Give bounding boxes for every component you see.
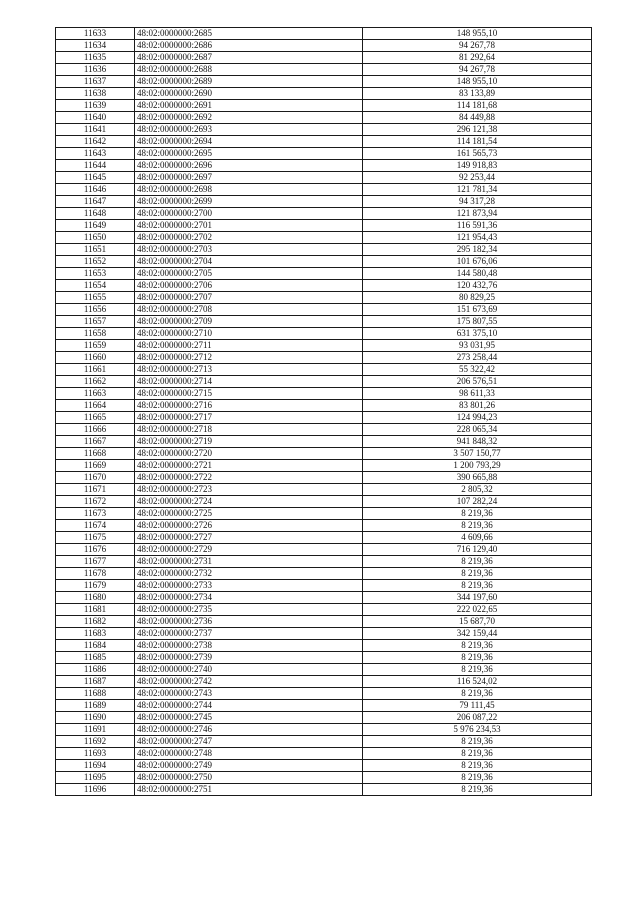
cadastral-number: 48:02:0000000:2742 (135, 676, 363, 688)
cadastral-value: 55 322,42 (363, 364, 592, 376)
table-row (56, 544, 592, 556)
cadastral-value: 342 159,44 (363, 628, 592, 640)
cadastral-number: 48:02:0000000:2699 (135, 196, 363, 208)
table-row (56, 88, 592, 100)
table-row (56, 676, 592, 688)
table-row (56, 112, 592, 124)
table-row (56, 268, 592, 280)
table-row (56, 328, 592, 340)
row-number: 11668 (56, 448, 135, 460)
cadastral-number: 48:02:0000000:2693 (135, 124, 363, 136)
cadastral-number: 48:02:0000000:2739 (135, 652, 363, 664)
cadastral-value: 8 219,36 (363, 736, 592, 748)
cadastral-value: 94 267,78 (363, 64, 592, 76)
cadastral-number: 48:02:0000000:2711 (135, 340, 363, 352)
row-number: 11633 (56, 28, 135, 40)
row-number: 11674 (56, 520, 135, 532)
table-row (56, 340, 592, 352)
cadastral-value: 116 591,36 (363, 220, 592, 232)
cadastral-value: 206 576,51 (363, 376, 592, 388)
row-number: 11638 (56, 88, 135, 100)
cadastral-number: 48:02:0000000:2731 (135, 556, 363, 568)
cadastral-number: 48:02:0000000:2745 (135, 712, 363, 724)
cadastral-number: 48:02:0000000:2688 (135, 64, 363, 76)
table-row (56, 64, 592, 76)
cadastral-number: 48:02:0000000:2750 (135, 772, 363, 784)
cadastral-value: 3 507 150,77 (363, 448, 592, 460)
cadastral-value: 296 121,38 (363, 124, 592, 136)
table-row (56, 100, 592, 112)
cadastral-number: 48:02:0000000:2687 (135, 52, 363, 64)
row-number: 11663 (56, 388, 135, 400)
table-row (56, 436, 592, 448)
cadastral-value: 121 781,34 (363, 184, 592, 196)
cadastral-value: 161 565,73 (363, 148, 592, 160)
row-number: 11682 (56, 616, 135, 628)
cadastral-value: 120 432,76 (363, 280, 592, 292)
table-row (56, 388, 592, 400)
cadastral-number: 48:02:0000000:2716 (135, 400, 363, 412)
cadastral-number: 48:02:0000000:2727 (135, 532, 363, 544)
cadastral-number: 48:02:0000000:2722 (135, 472, 363, 484)
row-number: 11650 (56, 232, 135, 244)
table-row (56, 256, 592, 268)
row-number: 11689 (56, 700, 135, 712)
cadastral-number: 48:02:0000000:2743 (135, 688, 363, 700)
table-row (56, 76, 592, 88)
cadastral-number: 48:02:0000000:2703 (135, 244, 363, 256)
row-number: 11664 (56, 400, 135, 412)
cadastral-value: 8 219,36 (363, 580, 592, 592)
table-row (56, 652, 592, 664)
cadastral-value: 121 954,43 (363, 232, 592, 244)
cadastral-number: 48:02:0000000:2705 (135, 268, 363, 280)
row-number: 11666 (56, 424, 135, 436)
row-number: 11692 (56, 736, 135, 748)
row-number: 11643 (56, 148, 135, 160)
cadastral-value: 107 282,24 (363, 496, 592, 508)
cadastral-value: 8 219,36 (363, 784, 592, 796)
cadastral-number: 48:02:0000000:2737 (135, 628, 363, 640)
table-row (56, 472, 592, 484)
table-row (56, 460, 592, 472)
row-number: 11642 (56, 136, 135, 148)
cadastral-number: 48:02:0000000:2719 (135, 436, 363, 448)
table-row (56, 424, 592, 436)
cadastral-value: 149 918,83 (363, 160, 592, 172)
cadastral-value: 344 197,60 (363, 592, 592, 604)
table-row (56, 568, 592, 580)
table-row (56, 208, 592, 220)
row-number: 11637 (56, 76, 135, 88)
cadastral-number: 48:02:0000000:2698 (135, 184, 363, 196)
cadastral-value: 222 022,65 (363, 604, 592, 616)
cadastral-value: 8 219,36 (363, 556, 592, 568)
cadastral-value: 148 955,10 (363, 76, 592, 88)
cadastral-number: 48:02:0000000:2718 (135, 424, 363, 436)
cadastral-value: 124 994,23 (363, 412, 592, 424)
table-row (56, 172, 592, 184)
cadastral-value: 390 665,88 (363, 472, 592, 484)
cadastral-value: 8 219,36 (363, 520, 592, 532)
table-row (56, 364, 592, 376)
cadastral-value: 83 133,89 (363, 88, 592, 100)
row-number: 11656 (56, 304, 135, 316)
row-number: 11661 (56, 364, 135, 376)
cadastral-value: 8 219,36 (363, 748, 592, 760)
row-number: 11646 (56, 184, 135, 196)
row-number: 11648 (56, 208, 135, 220)
cadastral-value: 84 449,88 (363, 112, 592, 124)
table-row (56, 52, 592, 64)
cadastral-number: 48:02:0000000:2751 (135, 784, 363, 796)
table-row (56, 280, 592, 292)
cadastral-number: 48:02:0000000:2690 (135, 88, 363, 100)
cadastral-value: 94 317,28 (363, 196, 592, 208)
cadastral-value: 716 129,40 (363, 544, 592, 556)
cadastral-number: 48:02:0000000:2747 (135, 736, 363, 748)
table-row (56, 136, 592, 148)
row-number: 11641 (56, 124, 135, 136)
table-body (56, 28, 592, 796)
cadastral-value: 151 673,69 (363, 304, 592, 316)
row-number: 11651 (56, 244, 135, 256)
row-number: 11653 (56, 268, 135, 280)
row-number: 11657 (56, 316, 135, 328)
table-row (56, 28, 592, 40)
cadastral-number: 48:02:0000000:2725 (135, 508, 363, 520)
table-row (56, 292, 592, 304)
cadastral-number: 48:02:0000000:2707 (135, 292, 363, 304)
cadastral-number: 48:02:0000000:2710 (135, 328, 363, 340)
cadastral-number: 48:02:0000000:2735 (135, 604, 363, 616)
cadastral-number: 48:02:0000000:2732 (135, 568, 363, 580)
cadastral-value: 631 375,10 (363, 328, 592, 340)
row-number: 11695 (56, 772, 135, 784)
table-row (56, 40, 592, 52)
row-number: 11654 (56, 280, 135, 292)
row-number: 11672 (56, 496, 135, 508)
table-row (56, 688, 592, 700)
table-row (56, 184, 592, 196)
row-number: 11678 (56, 568, 135, 580)
cadastral-value: 273 258,44 (363, 352, 592, 364)
row-number: 11634 (56, 40, 135, 52)
cadastral-value: 8 219,36 (363, 688, 592, 700)
cadastral-number: 48:02:0000000:2695 (135, 148, 363, 160)
row-number: 11687 (56, 676, 135, 688)
cadastral-value: 5 976 234,53 (363, 724, 592, 736)
cadastral-number: 48:02:0000000:2723 (135, 484, 363, 496)
row-number: 11665 (56, 412, 135, 424)
table-row (56, 316, 592, 328)
row-number: 11676 (56, 544, 135, 556)
row-number: 11659 (56, 340, 135, 352)
row-number: 11685 (56, 652, 135, 664)
row-number: 11644 (56, 160, 135, 172)
cadastral-number: 48:02:0000000:2708 (135, 304, 363, 316)
table-row (56, 556, 592, 568)
row-number: 11658 (56, 328, 135, 340)
cadastral-value: 1 200 793,29 (363, 460, 592, 472)
row-number: 11669 (56, 460, 135, 472)
cadastral-number: 48:02:0000000:2738 (135, 640, 363, 652)
row-number: 11662 (56, 376, 135, 388)
cadastral-number: 48:02:0000000:2717 (135, 412, 363, 424)
cadastral-number: 48:02:0000000:2740 (135, 664, 363, 676)
cadastral-value: 81 292,64 (363, 52, 592, 64)
cadastral-value: 114 181,68 (363, 100, 592, 112)
row-number: 11681 (56, 604, 135, 616)
cadastral-number: 48:02:0000000:2724 (135, 496, 363, 508)
cadastral-value: 8 219,36 (363, 664, 592, 676)
cadastral-value: 8 219,36 (363, 508, 592, 520)
row-number: 11655 (56, 292, 135, 304)
cadastral-number: 48:02:0000000:2729 (135, 544, 363, 556)
row-number: 11635 (56, 52, 135, 64)
cadastral-number: 48:02:0000000:2686 (135, 40, 363, 52)
cadastral-number: 48:02:0000000:2714 (135, 376, 363, 388)
row-number: 11640 (56, 112, 135, 124)
row-number: 11671 (56, 484, 135, 496)
table-row (56, 724, 592, 736)
table-row (56, 628, 592, 640)
row-number: 11683 (56, 628, 135, 640)
table-row (56, 592, 592, 604)
cadastral-value: 144 580,48 (363, 268, 592, 280)
cadastral-value: 83 801,26 (363, 400, 592, 412)
table-row (56, 712, 592, 724)
cadastral-number: 48:02:0000000:2702 (135, 232, 363, 244)
cadastral-value: 8 219,36 (363, 772, 592, 784)
cadastral-value: 8 219,36 (363, 760, 592, 772)
cadastral-number: 48:02:0000000:2704 (135, 256, 363, 268)
row-number: 11667 (56, 436, 135, 448)
row-number: 11639 (56, 100, 135, 112)
table-row (56, 532, 592, 544)
cadastral-value: 79 111,45 (363, 700, 592, 712)
table-row (56, 448, 592, 460)
table-row (56, 484, 592, 496)
cadastral-number: 48:02:0000000:2736 (135, 616, 363, 628)
table-row (56, 148, 592, 160)
table-row (56, 376, 592, 388)
table-row (56, 580, 592, 592)
table-row (56, 232, 592, 244)
cadastral-number: 48:02:0000000:2697 (135, 172, 363, 184)
row-number: 11660 (56, 352, 135, 364)
cadastral-value: 92 253,44 (363, 172, 592, 184)
cadastral-number: 48:02:0000000:2734 (135, 592, 363, 604)
cadastral-value: 941 848,32 (363, 436, 592, 448)
cadastral-number: 48:02:0000000:2715 (135, 388, 363, 400)
cadastral-number: 48:02:0000000:2701 (135, 220, 363, 232)
row-number: 11680 (56, 592, 135, 604)
table-row (56, 784, 592, 796)
cadastral-value: 114 181,54 (363, 136, 592, 148)
table-row (56, 124, 592, 136)
row-number: 11684 (56, 640, 135, 652)
table-row (56, 196, 592, 208)
row-number: 11679 (56, 580, 135, 592)
cadastral-value: 15 687,70 (363, 616, 592, 628)
row-number: 11688 (56, 688, 135, 700)
table-row (56, 508, 592, 520)
table-row (56, 748, 592, 760)
cadastral-value: 8 219,36 (363, 640, 592, 652)
cadastral-number: 48:02:0000000:2706 (135, 280, 363, 292)
cadastral-value: 116 524,02 (363, 676, 592, 688)
table-row (56, 664, 592, 676)
cadastral-number: 48:02:0000000:2713 (135, 364, 363, 376)
cadastral-number: 48:02:0000000:2720 (135, 448, 363, 460)
table-row (56, 400, 592, 412)
cadastral-number: 48:02:0000000:2692 (135, 112, 363, 124)
cadastral-number: 48:02:0000000:2746 (135, 724, 363, 736)
cadastral-value: 148 955,10 (363, 28, 592, 40)
row-number: 11636 (56, 64, 135, 76)
cadastral-number: 48:02:0000000:2733 (135, 580, 363, 592)
table-row (56, 604, 592, 616)
table-row (56, 244, 592, 256)
cadastral-value: 175 807,55 (363, 316, 592, 328)
row-number: 11652 (56, 256, 135, 268)
table-row (56, 520, 592, 532)
cadastral-value: 94 267,78 (363, 40, 592, 52)
cadastral-number: 48:02:0000000:2694 (135, 136, 363, 148)
row-number: 11673 (56, 508, 135, 520)
table-row (56, 700, 592, 712)
table-row (56, 160, 592, 172)
cadastral-number: 48:02:0000000:2748 (135, 748, 363, 760)
table-row (56, 352, 592, 364)
table-row (56, 304, 592, 316)
cadastral-number: 48:02:0000000:2726 (135, 520, 363, 532)
row-number: 11645 (56, 172, 135, 184)
cadastral-value: 295 182,34 (363, 244, 592, 256)
table-row (56, 772, 592, 784)
cadastral-number: 48:02:0000000:2685 (135, 28, 363, 40)
cadastral-number: 48:02:0000000:2691 (135, 100, 363, 112)
cadastral-number: 48:02:0000000:2744 (135, 700, 363, 712)
row-number: 11677 (56, 556, 135, 568)
row-number: 11675 (56, 532, 135, 544)
cadastral-number: 48:02:0000000:2689 (135, 76, 363, 88)
row-number: 11693 (56, 748, 135, 760)
cadastral-number: 48:02:0000000:2721 (135, 460, 363, 472)
cadastral-number: 48:02:0000000:2712 (135, 352, 363, 364)
row-number: 11691 (56, 724, 135, 736)
table-row (56, 616, 592, 628)
cadastral-value: 228 065,34 (363, 424, 592, 436)
cadastral-value: 8 219,36 (363, 568, 592, 580)
row-number: 11696 (56, 784, 135, 796)
table-row (56, 736, 592, 748)
cadastral-value: 8 219,36 (363, 652, 592, 664)
table-row (56, 640, 592, 652)
row-number: 11647 (56, 196, 135, 208)
cadastral-value: 98 611,33 (363, 388, 592, 400)
cadastral-number: 48:02:0000000:2709 (135, 316, 363, 328)
table-row (56, 496, 592, 508)
cadastral-value: 2 805,32 (363, 484, 592, 496)
table-row (56, 220, 592, 232)
cadastral-number: 48:02:0000000:2700 (135, 208, 363, 220)
cadastral-value: 80 829,25 (363, 292, 592, 304)
cadastral-value: 4 609,66 (363, 532, 592, 544)
row-number: 11690 (56, 712, 135, 724)
cadastral-value: 93 031,95 (363, 340, 592, 352)
row-number: 11649 (56, 220, 135, 232)
cadastral-value: 121 873,94 (363, 208, 592, 220)
row-number: 11670 (56, 472, 135, 484)
cadastral-number: 48:02:0000000:2749 (135, 760, 363, 772)
cadastral-value-table (55, 27, 592, 796)
cadastral-value: 101 676,06 (363, 256, 592, 268)
row-number: 11694 (56, 760, 135, 772)
table-row (56, 760, 592, 772)
table-row (56, 412, 592, 424)
cadastral-number: 48:02:0000000:2696 (135, 160, 363, 172)
cadastral-value: 206 087,22 (363, 712, 592, 724)
row-number: 11686 (56, 664, 135, 676)
